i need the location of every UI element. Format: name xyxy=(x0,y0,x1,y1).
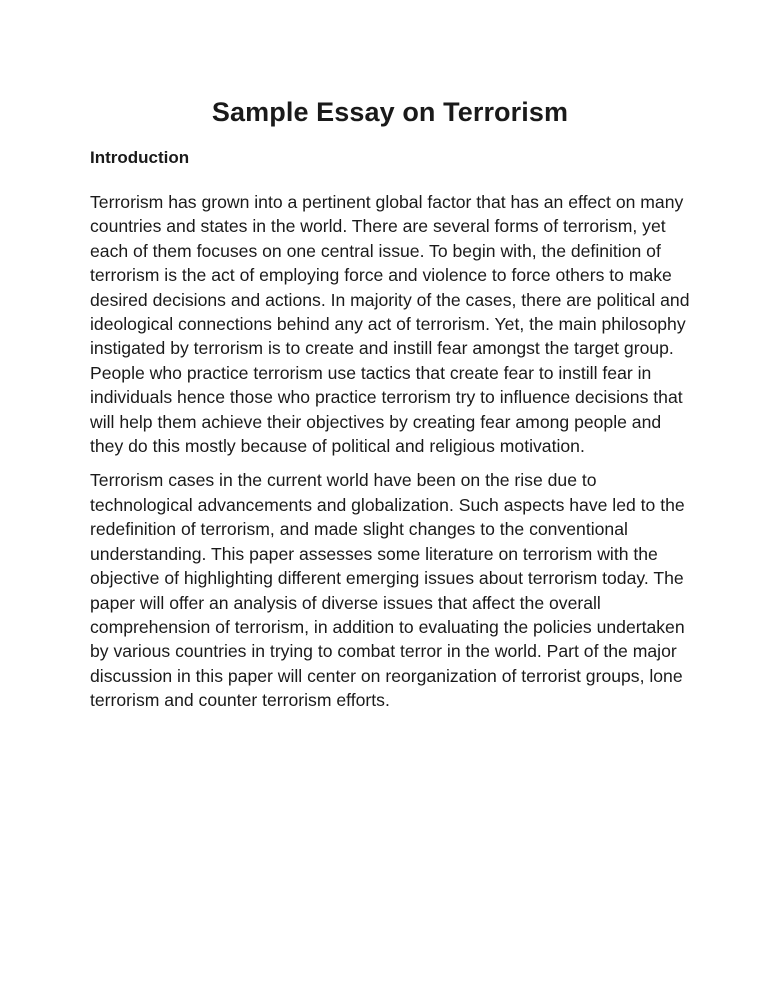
paragraph-2: Terrorism cases in the current world have been on the rise due to technological advancements and globalization. Such aspects have led to the redefinition of terrorism, and made slight changes to the conventional understanding. This paper assesses some literature on terrorism with the objective of highlighting different emerging issues about terrorism today. The paper will offer an analysis of diverse issues that affect the overall comprehension of terrorism, in addition to evaluating the policies undertaken by various countries in trying to combat terror in the world. Part of the major discussion in this paper will center on reorganization of terrorist groups, lone terrorism and counter terrorism efforts. xyxy=(90,470,685,711)
section-heading-introduction: Introduction xyxy=(90,148,190,167)
paragraph-1: Terrorism has grown into a pertinent global factor that has an effect on many countries and states in the world. There are several forms of terrorism, yet each of them focuses on one central issue. To begin with, the definition of terrorism is the act of employing force and violence to force others to make desired decisions and actions. In majority of the cases, there are political and ideological connections behind any act of terrorism. Yet, the main philosophy instigated by terrorism is to create and instill fear amongst the target group. People who practice terrorism use tactics that create fear to instill fear in individuals hence those who practice terrorism try to influence decisions that will help them achieve their objectives by creating fear among people and they do this mostly because of political and religious motivation. xyxy=(90,192,690,457)
document-body xyxy=(90,92,690,713)
document-title: Sample Essay on Terrorism xyxy=(211,97,569,127)
